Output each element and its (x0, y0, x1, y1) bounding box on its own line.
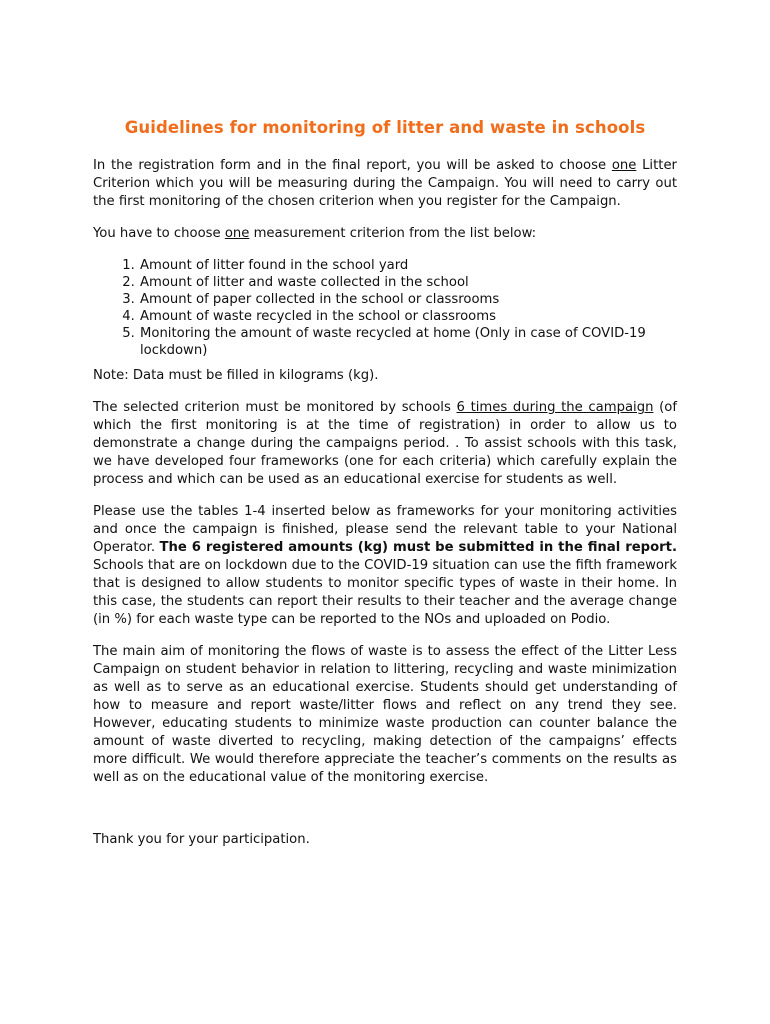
document-page (93, 118, 677, 863)
tables-paragraph (93, 503, 677, 629)
intro-emphasis: one (611, 158, 637, 173)
criteria-item: 2. Amount of litter and waste collected in the school (139, 274, 677, 291)
frequency-text-after: (of which the first monitoring is at the time of registration) in order to allow us to demonstrate a change during the campaigns period. . To assist schools with this task, we have developed four frameworks (one for each criteria) which carefully explain the process and which can be used as an educational exercise for students as well. (93, 400, 677, 487)
aim-paragraph: The main aim of monitoring the flows of waste is to assess the effect of the Litter Less Campaign on student behavior in relation to littering, recycling and waste minimization as well as to serve as an educational exercise. Students should get understanding of how to measure and report waste/litter flows and reflect on any trend they see. However, educating students to minimize waste production can counter balance the amount of waste diverted to recycling, making detection of the campaigns’ effects more difficult. We would therefore appreciate the teacher’s comments on the results as well as on the educational value of the monitoring exercise. (93, 644, 677, 785)
intro-text-before: In the registration form and in the final report, you will be asked to choose (93, 158, 612, 173)
document-title: Guidelines for monitoring of litter and waste in schools (124, 118, 646, 137)
frequency-text-before: The selected criterion must be monitored by schools (93, 400, 457, 415)
frequency-paragraph (93, 399, 677, 489)
frequency-emphasis: 6 times during the campaign (456, 400, 654, 415)
closing-paragraph: Thank you for your participation. (93, 832, 310, 847)
intro-paragraph (93, 157, 677, 211)
choose-text-before: You have to choose (93, 226, 225, 241)
tables-text-before: Please use the tables 1-4 inserted below as frameworks for your monitoring activities and once the campaign is finished, please send the relevant table to your National Operator. (93, 504, 677, 555)
criteria-item: 4. Amount of waste recycled in the school or classrooms (139, 308, 677, 325)
intro-text-after: Litter Criterion which you will be measuring during the Campaign. You will need to carry out the first monitoring of the chosen criterion when you register for the Campaign. (93, 158, 677, 209)
criteria-list (93, 257, 677, 359)
criteria-item: 1. Amount of litter found in the school yard (139, 257, 677, 274)
tables-text-after: Schools that are on lockdown due to the COVID-19 situation can use the fifth framework that is designed to allow students to monitor specific types of waste in their home. In this case, the students can report their results to their teacher and the average change (in %) for each waste type can be reported to the NOs and uploaded on Podio. (93, 558, 677, 627)
choose-text-after: measurement criterion from the list below: (249, 226, 537, 241)
choose-emphasis: one (224, 226, 250, 241)
criteria-item: 5. Monitoring the amount of waste recycled at home (Only in case of COVID-19 lockdown) (139, 325, 677, 359)
note-paragraph: Note: Data must be filled in kilograms (kg). (93, 368, 379, 383)
choose-paragraph (93, 225, 677, 243)
tables-bold-requirement: The 6 registered amounts (kg) must be submitted in the final report. (159, 540, 677, 555)
criteria-item: 3. Amount of paper collected in the school or classrooms (139, 291, 677, 308)
